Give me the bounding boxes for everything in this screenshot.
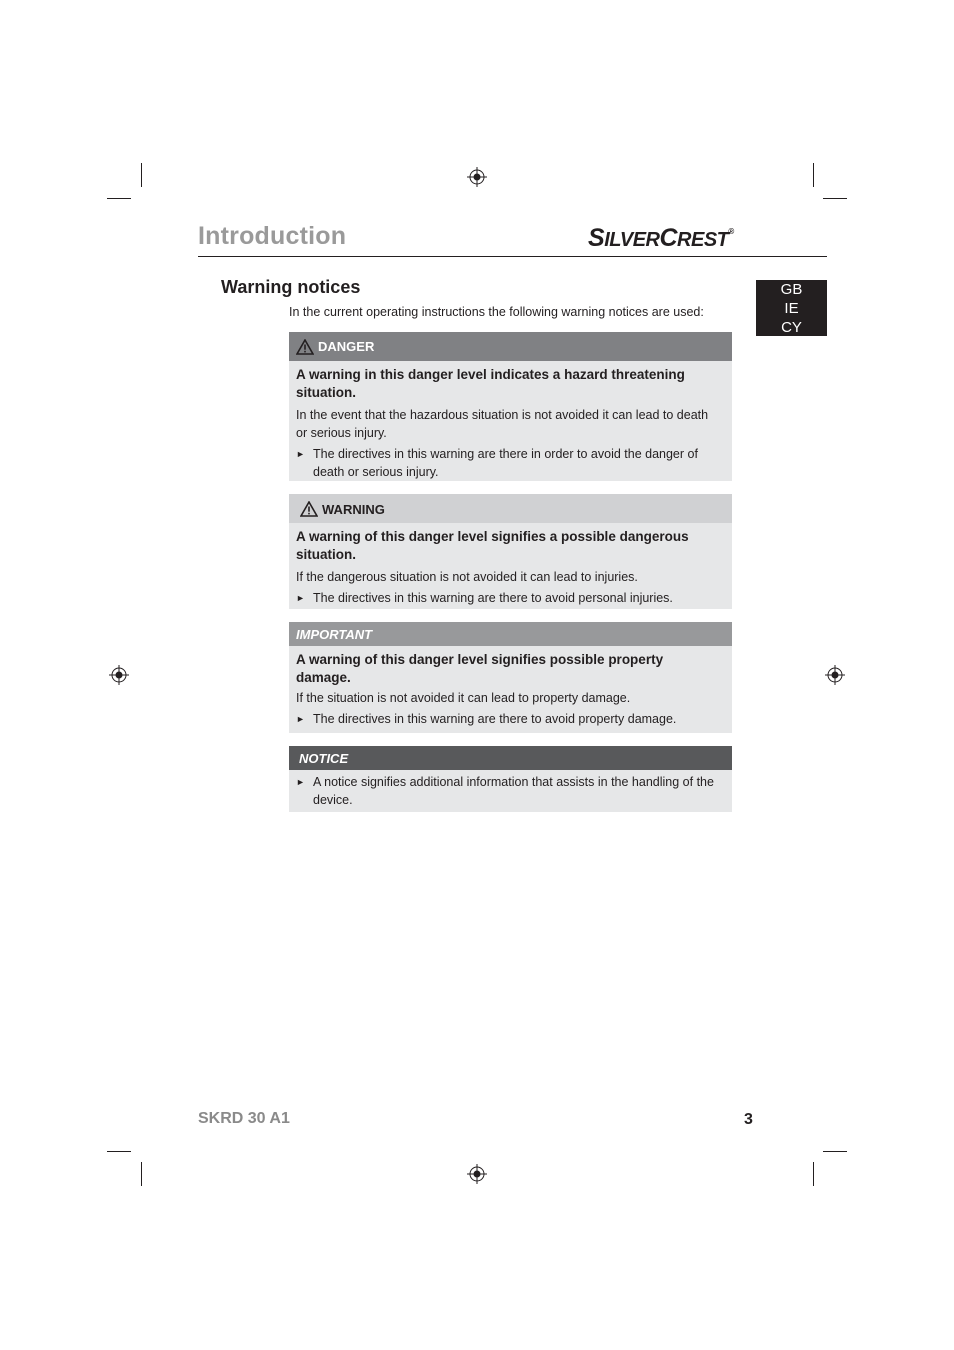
warning-label: WARNING (322, 501, 385, 517)
crop-mark (107, 198, 131, 199)
danger-header (289, 332, 732, 361)
intro-text: In the current operating instructions the following warning notices are used: (289, 305, 704, 319)
list-item (296, 589, 718, 607)
danger-label: DANGER (318, 339, 375, 354)
registration-mark-icon (467, 167, 487, 187)
notice-bullet: A notice signifies additional information that assists in the handling of the device. (313, 775, 714, 807)
notice-header (289, 746, 732, 770)
warning-lead: A warning of this danger level signifies a possible dangerous situation. (296, 529, 689, 562)
registration-mark-icon (467, 1164, 487, 1184)
warning-text: If the dangerous situation is not avoided it can lead to injuries. (296, 570, 638, 584)
warning-box (289, 494, 732, 609)
section-heading: Warning notices (221, 277, 361, 297)
notice-box (289, 746, 732, 812)
list-item (296, 773, 718, 809)
list-item (296, 710, 718, 728)
brand-letter: C (659, 224, 678, 252)
danger-box (289, 332, 732, 481)
notice-label: NOTICE (299, 750, 349, 766)
danger-text: In the event that the hazardous situation is not avoided it can lead to death or serious injury. (296, 408, 709, 440)
crop-mark (813, 1162, 814, 1186)
language-tab (756, 280, 827, 336)
language-code: IE (784, 300, 799, 317)
language-code: CY (781, 319, 802, 336)
bullet-arrow-icon: ► (296, 714, 305, 724)
brand-letter: S (588, 224, 605, 252)
registration-mark-icon (109, 665, 129, 685)
header-rule (198, 256, 827, 257)
crop-mark (823, 1151, 847, 1152)
important-lead: A warning of this danger level signifies possible property damage. (296, 652, 664, 685)
crop-mark (141, 1162, 142, 1186)
crop-mark (813, 163, 814, 187)
important-box (289, 622, 732, 733)
warning-bullet: The directives in this warning are there to avoid personal injuries. (313, 591, 673, 605)
crop-mark (141, 163, 142, 187)
list-item (296, 445, 718, 481)
brand-letters: ILVER (604, 229, 660, 251)
warning-triangle-icon (300, 501, 318, 517)
bullet-arrow-icon: ► (296, 777, 305, 787)
bullet-arrow-icon: ► (296, 593, 305, 603)
model-number: SKRD 30 A1 (198, 1110, 290, 1127)
important-header (289, 622, 732, 646)
language-code: GB (780, 281, 803, 298)
brand-letters: REST (677, 229, 729, 251)
registration-mark-icon (825, 665, 845, 685)
crop-mark (107, 1151, 131, 1152)
crop-mark (823, 198, 847, 199)
warning-triangle-icon (296, 339, 314, 355)
important-label: IMPORTANT (296, 626, 373, 642)
danger-lead: A warning in this danger level indicates a hazard threatening situation. (296, 367, 685, 400)
important-text: If the situation is not avoided it can lead to property damage. (296, 691, 631, 705)
page-title: Introduction (198, 222, 347, 250)
registered-mark: ® (728, 227, 734, 236)
brand-logo (588, 224, 734, 253)
warning-header (289, 494, 732, 523)
danger-bullet: The directives in this warning are there in order to avoid the danger of death or serious injury. (313, 447, 698, 479)
bullet-arrow-icon: ► (296, 449, 305, 459)
page-number: 3 (744, 1111, 753, 1128)
important-bullet: The directives in this warning are there to avoid property damage. (313, 712, 677, 726)
